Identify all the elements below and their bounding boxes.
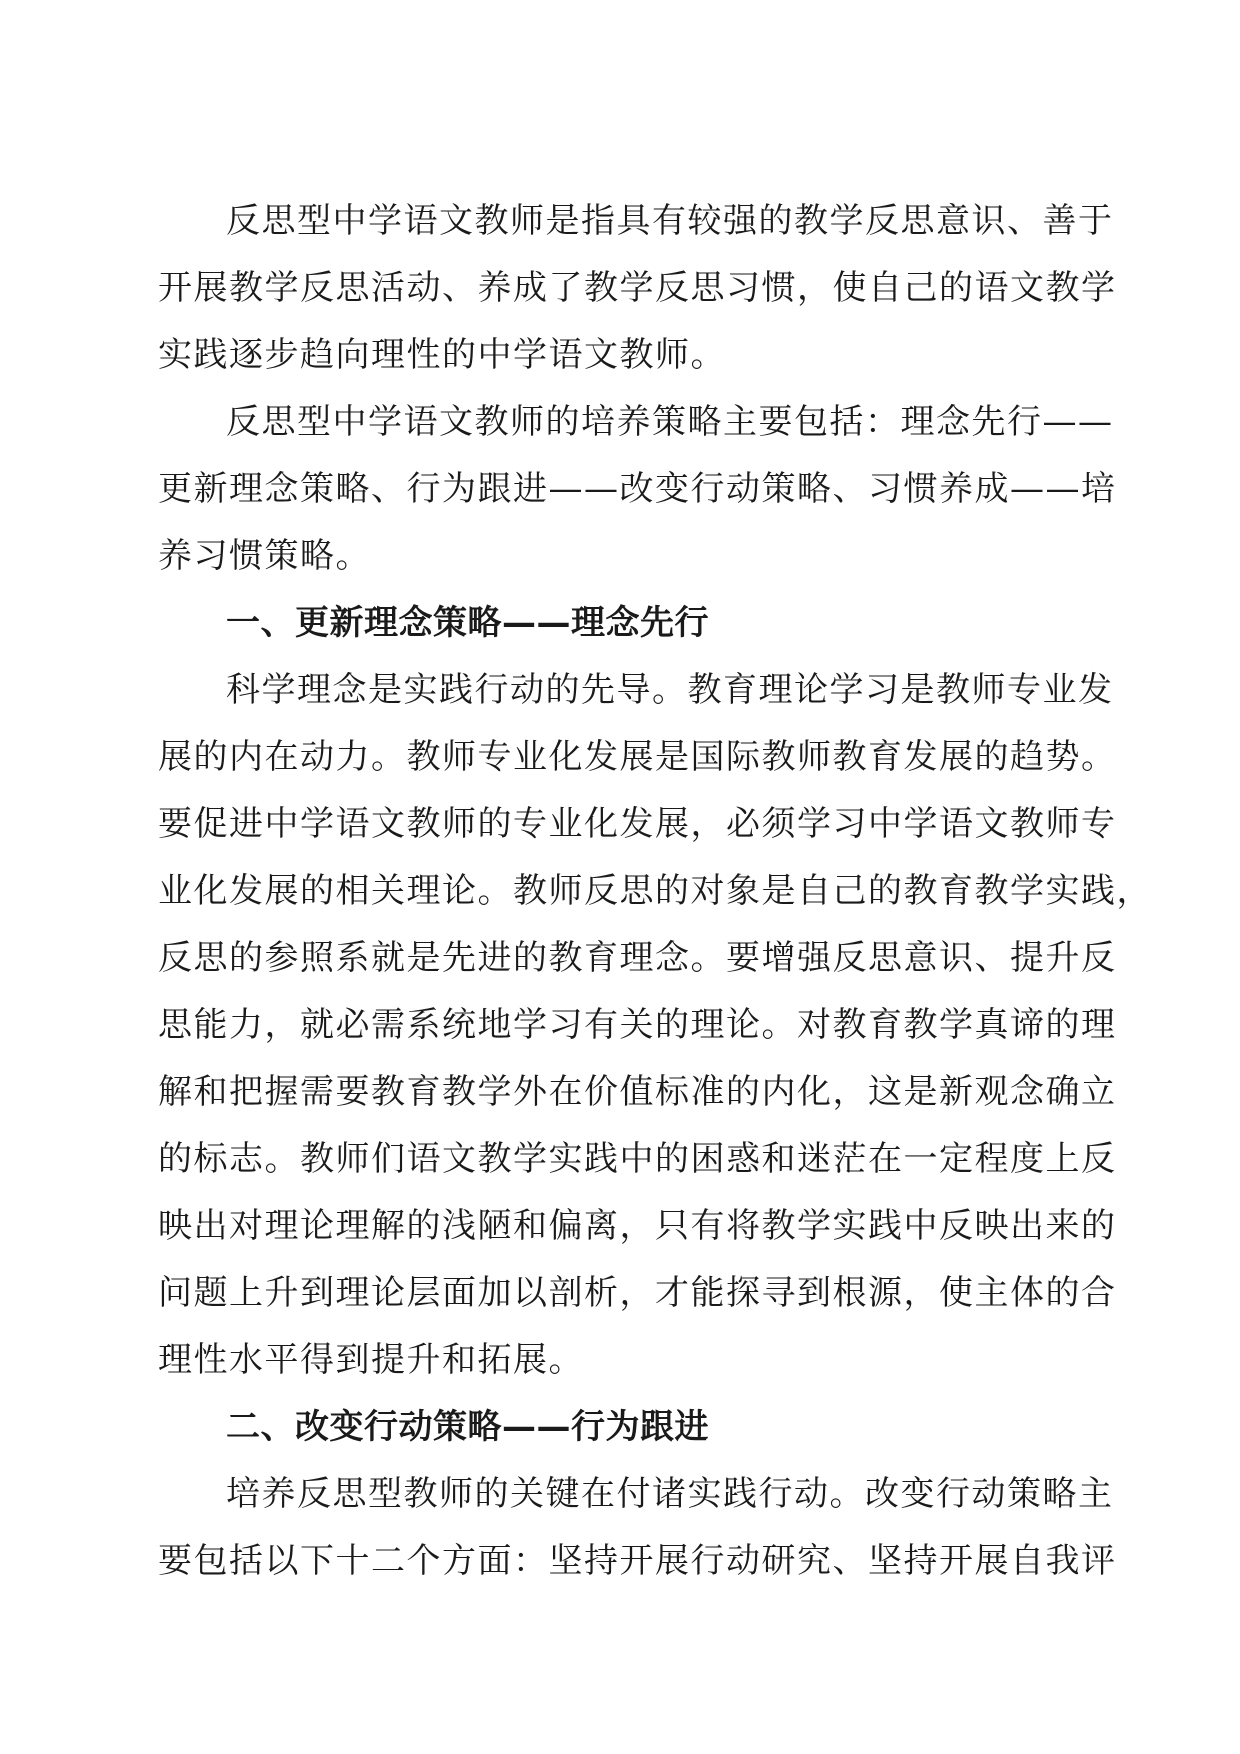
paragraph-line: 反思的参照系就是先进的教育理念。要增强反思意识、提升反 — [158, 938, 1117, 978]
paragraph-line: 要促进中学语文教师的专业化发展，必须学习中学语文教师专 — [158, 804, 1117, 844]
paragraph-line: 要包括以下十二个方面：坚持开展行动研究、坚持开展自我评 — [158, 1541, 1117, 1581]
paragraph-line: 养习惯策略。 — [158, 536, 371, 576]
section-heading: 二、改变行动策略——行为跟进 — [226, 1407, 709, 1447]
paragraph-line: 思能力，就必需系统地学习有关的理论。对教育教学真谛的理 — [158, 1005, 1117, 1045]
paragraph-line: 理性水平得到提升和拓展。 — [158, 1340, 584, 1380]
section-heading: 一、更新理念策略——理念先行 — [226, 603, 709, 643]
paragraph-line: 实践逐步趋向理性的中学语文教师。 — [158, 335, 726, 375]
paragraph-line: 业化发展的相关理论。教师反思的对象是自己的教育教学实践， — [158, 871, 1152, 911]
paragraph-line: 问题上升到理论层面加以剖析，才能探寻到根源，使主体的合 — [158, 1273, 1117, 1313]
paragraph-line: 科学理念是实践行动的先导。教育理论学习是教师专业发 — [226, 670, 1114, 710]
paragraph-line: 反思型中学语文教师是指具有较强的教学反思意识、善于 — [226, 201, 1114, 241]
paragraph-line: 更新理念策略、行为跟进——改变行动策略、习惯养成——培 — [158, 469, 1117, 509]
paragraph-line: 培养反思型教师的关键在付诸实践行动。改变行动策略主 — [226, 1474, 1114, 1514]
paragraph-line: 映出对理论理解的浅陋和偏离，只有将教学实践中反映出来的 — [158, 1206, 1117, 1246]
paragraph-line: 开展教学反思活动、养成了教学反思习惯，使自己的语文教学 — [158, 268, 1117, 308]
paragraph-line: 的标志。教师们语文教学实践中的困惑和迷茫在一定程度上反 — [158, 1139, 1117, 1179]
paragraph-line: 反思型中学语文教师的培养策略主要包括：理念先行—— — [226, 402, 1114, 442]
document-body — [158, 188, 1152, 1595]
paragraph-line: 解和把握需要教育教学外在价值标准的内化，这是新观念确立 — [158, 1072, 1117, 1112]
paragraph-line: 展的内在动力。教师专业化发展是国际教师教育发展的趋势。 — [158, 737, 1117, 777]
